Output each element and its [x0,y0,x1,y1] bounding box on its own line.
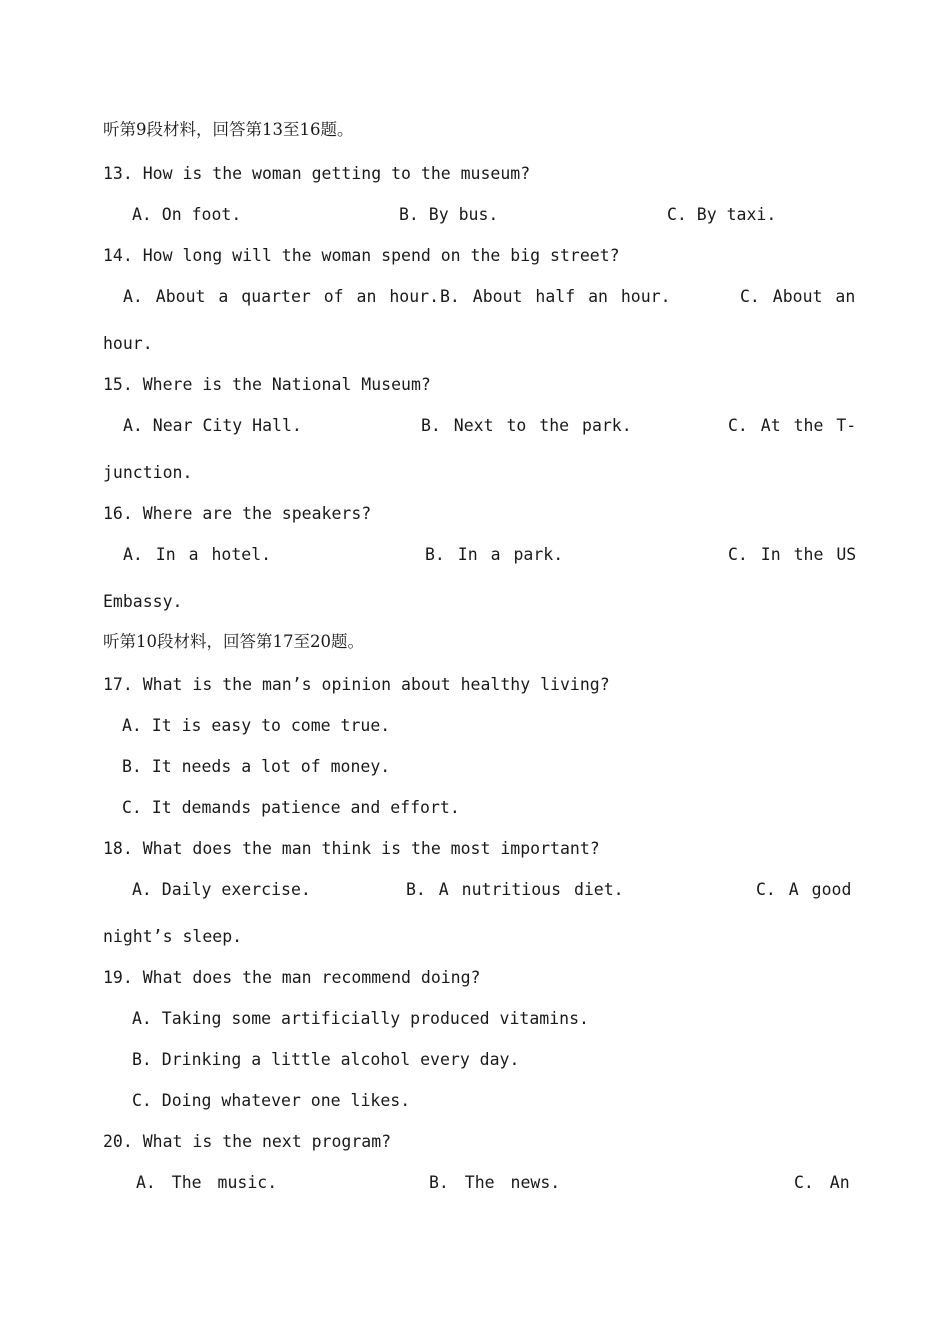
option-c: C. A good [756,880,852,899]
option-c: C. An [794,1173,850,1192]
option-row [0,285,950,309]
option-a: A. Taking some artificially produced vitamins. [132,1009,589,1028]
option-row [0,1171,950,1195]
option-a: A. About a quarter of an hour. [123,287,440,306]
text-line: 听第10段材料，回答第17至20题。 [103,632,364,651]
option-wrap [0,332,950,356]
question-stem [0,673,950,697]
text-line: 20. What is the next program? [103,1132,392,1151]
option-line [0,1089,950,1113]
option-line [0,1048,950,1072]
option-b: B. Next to the park. [421,416,632,435]
option-a: A. On foot. [132,205,242,224]
section-heading [0,630,950,654]
option-row [0,203,950,227]
text-line: night’s sleep. [103,927,243,946]
question-stem [0,373,950,397]
option-c: C. Doing whatever one likes. [132,1091,411,1110]
question-stem [0,244,950,268]
option-a: A. The music. [136,1173,278,1192]
question-stem [0,502,950,526]
option-wrap [0,461,950,485]
text-line: 听第9段材料，回答第13至16题。 [103,120,354,139]
option-c: C. At the T- [728,416,857,435]
option-c: C. It demands patience and effort. [122,798,460,817]
option-line [0,755,950,779]
text-line: hour. [103,334,153,353]
option-c: C. About an [740,287,856,306]
option-wrap [0,925,950,949]
text-line: 14. How long will the woman spend on the big street? [103,246,620,265]
text-line: 15. Where is the National Museum? [103,375,431,394]
question-stem [0,966,950,990]
text-line: 17. What is the man’s opinion about healthy living? [103,675,610,694]
option-a: A. Near City Hall. [123,416,302,435]
option-b: B. Drinking a little alcohol every day. [132,1050,520,1069]
option-b: B. A nutritious diet. [406,880,624,899]
option-wrap [0,590,950,614]
section-heading [0,118,950,142]
option-line [0,714,950,738]
option-b: B. About half an hour. [440,287,671,306]
option-a: A. In a hotel. [123,545,272,564]
option-a: A. Daily exercise. [132,880,311,899]
text-line: 19. What does the man recommend doing? [103,968,481,987]
option-a: A. It is easy to come true. [122,716,391,735]
option-row [0,414,950,438]
text-line: 18. What does the man think is the most important? [103,839,600,858]
option-b: B. In a park. [425,545,564,564]
text-line: 13. How is the woman getting to the museum? [103,164,531,183]
question-stem [0,1130,950,1154]
option-c: C. In the US [728,545,857,564]
text-line: junction. [103,463,193,482]
option-b: B. The news. [429,1173,561,1192]
option-row [0,878,950,902]
text-line: 16. Where are the speakers? [103,504,372,523]
option-b: B. It needs a lot of money. [122,757,391,776]
option-line [0,796,950,820]
option-c: C. By taxi. [667,205,777,224]
option-b: B. By bus. [399,205,499,224]
question-stem [0,162,950,186]
option-line [0,1007,950,1031]
text-line: Embassy. [103,592,183,611]
question-stem [0,837,950,861]
option-row [0,543,950,567]
